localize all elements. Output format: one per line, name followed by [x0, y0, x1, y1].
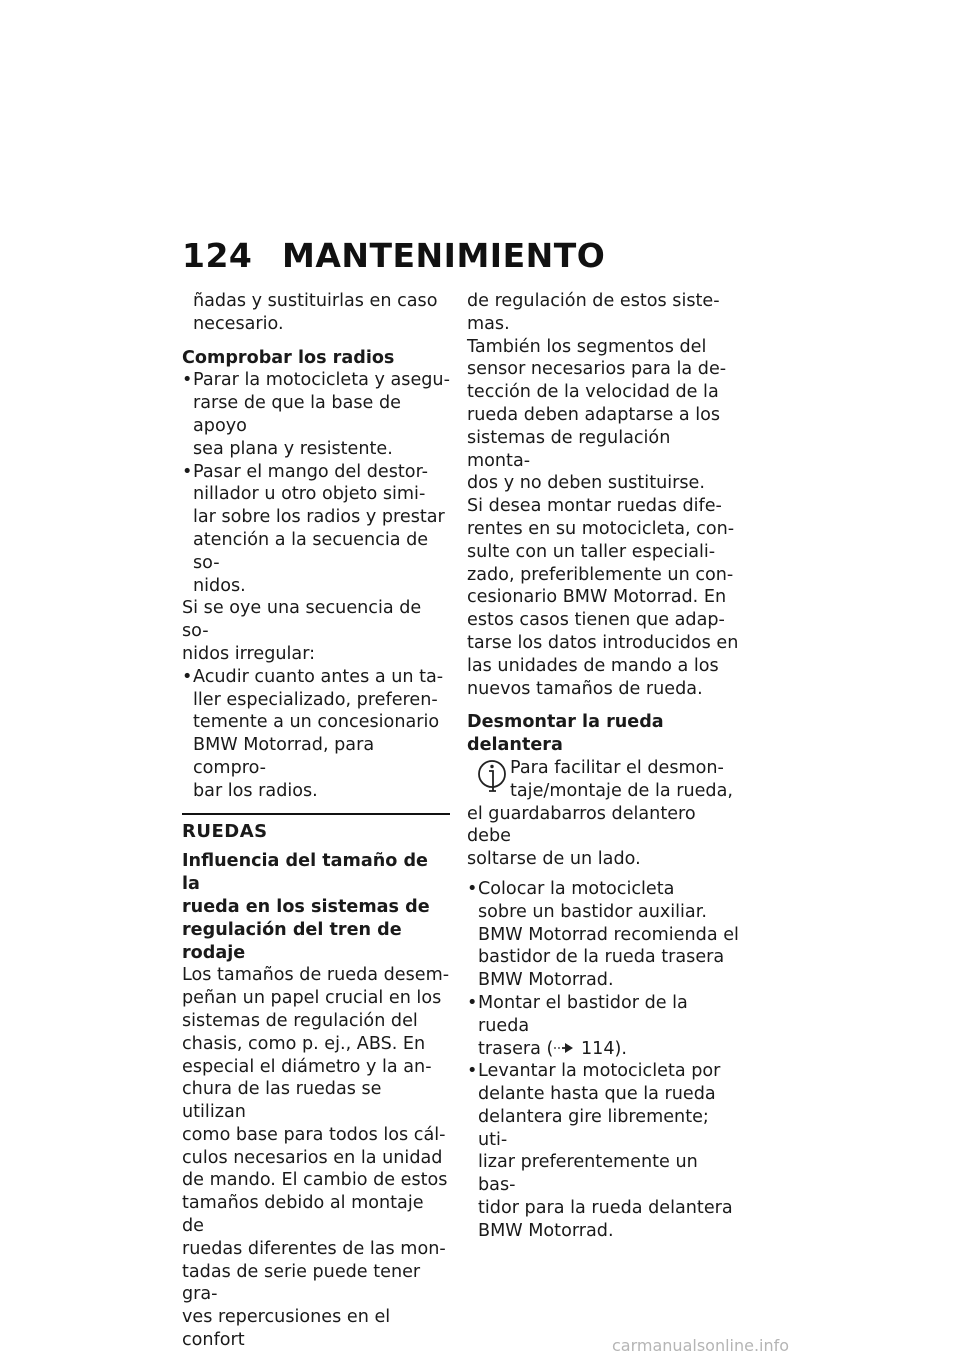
info-text-first: Para facilitar el desmon- taje/montaje de la rueda, [510, 757, 733, 801]
watermark[interactable]: carmanualsonline.info [612, 1336, 790, 1355]
info-icon [477, 759, 507, 797]
bullet-icon: • [182, 370, 193, 391]
bullet-icon: • [467, 1061, 478, 1082]
list-item: • Colocar la motocicleta sobre un bastidor auxiliar. BMW Motorrad recomienda el bastidor de la rueda trasera BMW Motorrad. [467, 878, 739, 991]
info-note [467, 757, 739, 871]
list-item: • Montar el bastidor de la rueda trasera ( 114). [467, 992, 688, 1059]
chapter-title: MANTENIMIENTO [282, 236, 606, 275]
reference-arrow-icon[interactable] [553, 1041, 575, 1055]
bullet-icon: • [467, 992, 478, 1013]
section-divider [182, 813, 450, 815]
remove-front-wheel-heading: Desmontar la rueda delantera [467, 712, 664, 756]
page-reference[interactable]: 114). [580, 1038, 628, 1059]
list-item: • Levantar la motocicleta por delante hasta que la rueda delantera gire libremente; uti- lizar preferentemente un bas- tidor para la rueda delantera BMW Motorrad. [467, 1061, 733, 1241]
spokes-heading: Comprobar los radios [182, 347, 395, 368]
list-item: • Acudir cuanto antes a un ta- ller especializado, preferen- temente a un concesionario BMW Motorrad, para compro- bar los radios. [182, 666, 444, 801]
intro-text: ñadas y sustituirlas en caso necesario. [193, 291, 438, 334]
left-column [182, 290, 450, 1352]
list-item: • Pasar el mango del destor- nillador u otro objeto simi- lar sobre los radios y prestar atención a la secuencia de so- nidos. [182, 461, 445, 596]
irregular-text: Si se oye una secuencia de so- nidos irregular: [182, 598, 422, 664]
influence-heading: Influencia del tamaño de la rueda en los sistemas de regulación del tren de rodaje [182, 851, 430, 963]
page-number: 124 [182, 236, 253, 275]
spokes-steps [182, 369, 450, 597]
influence-text: Los tamaños de rueda desem- peñan un papel crucial en los sistemas de regulación del chasis, como p. ej., ABS. En especial el diámetro y la an- chura de las ruedas se utilizan como base para todos los cál- culos necesarios en la unidad de mando. El cambio de estos tamaños debido al montaje de ruedas diferentes de las mon- tadas de serie puede tener gra- ves repercusiones en el confort [182, 965, 450, 1351]
bullet-icon: • [467, 878, 478, 899]
list-item: • Parar la motocicleta y asegu- rarse de que la base de apoyo sea plana y resistente. [182, 370, 450, 459]
bullet-icon: • [182, 666, 193, 687]
remove-steps [467, 878, 739, 1243]
irregular-steps [182, 666, 450, 803]
bullet-icon: • [182, 461, 193, 482]
continued-text: de regulación de estos siste- mas. También los segmentos del sensor necesarios para la de- tección de la velocidad de la rueda deben adaptarse a los sistemas de regulación monta- dos y no deben sustituirse. Si desea montar ruedas dife- rentes en su motocicleta, con- sulte con un taller especiali- zado, preferiblemente un con- cesionario BMW Motorrad. En estos casos tienen que adap- tarse los datos introducidos en las unidades de mando a los nuevos tamaños de rueda. [467, 291, 739, 699]
right-column [467, 290, 739, 1243]
info-text-rest: el guardabarros delantero debe soltarse de un lado. [467, 803, 696, 870]
section-title: RUEDAS [182, 820, 268, 842]
